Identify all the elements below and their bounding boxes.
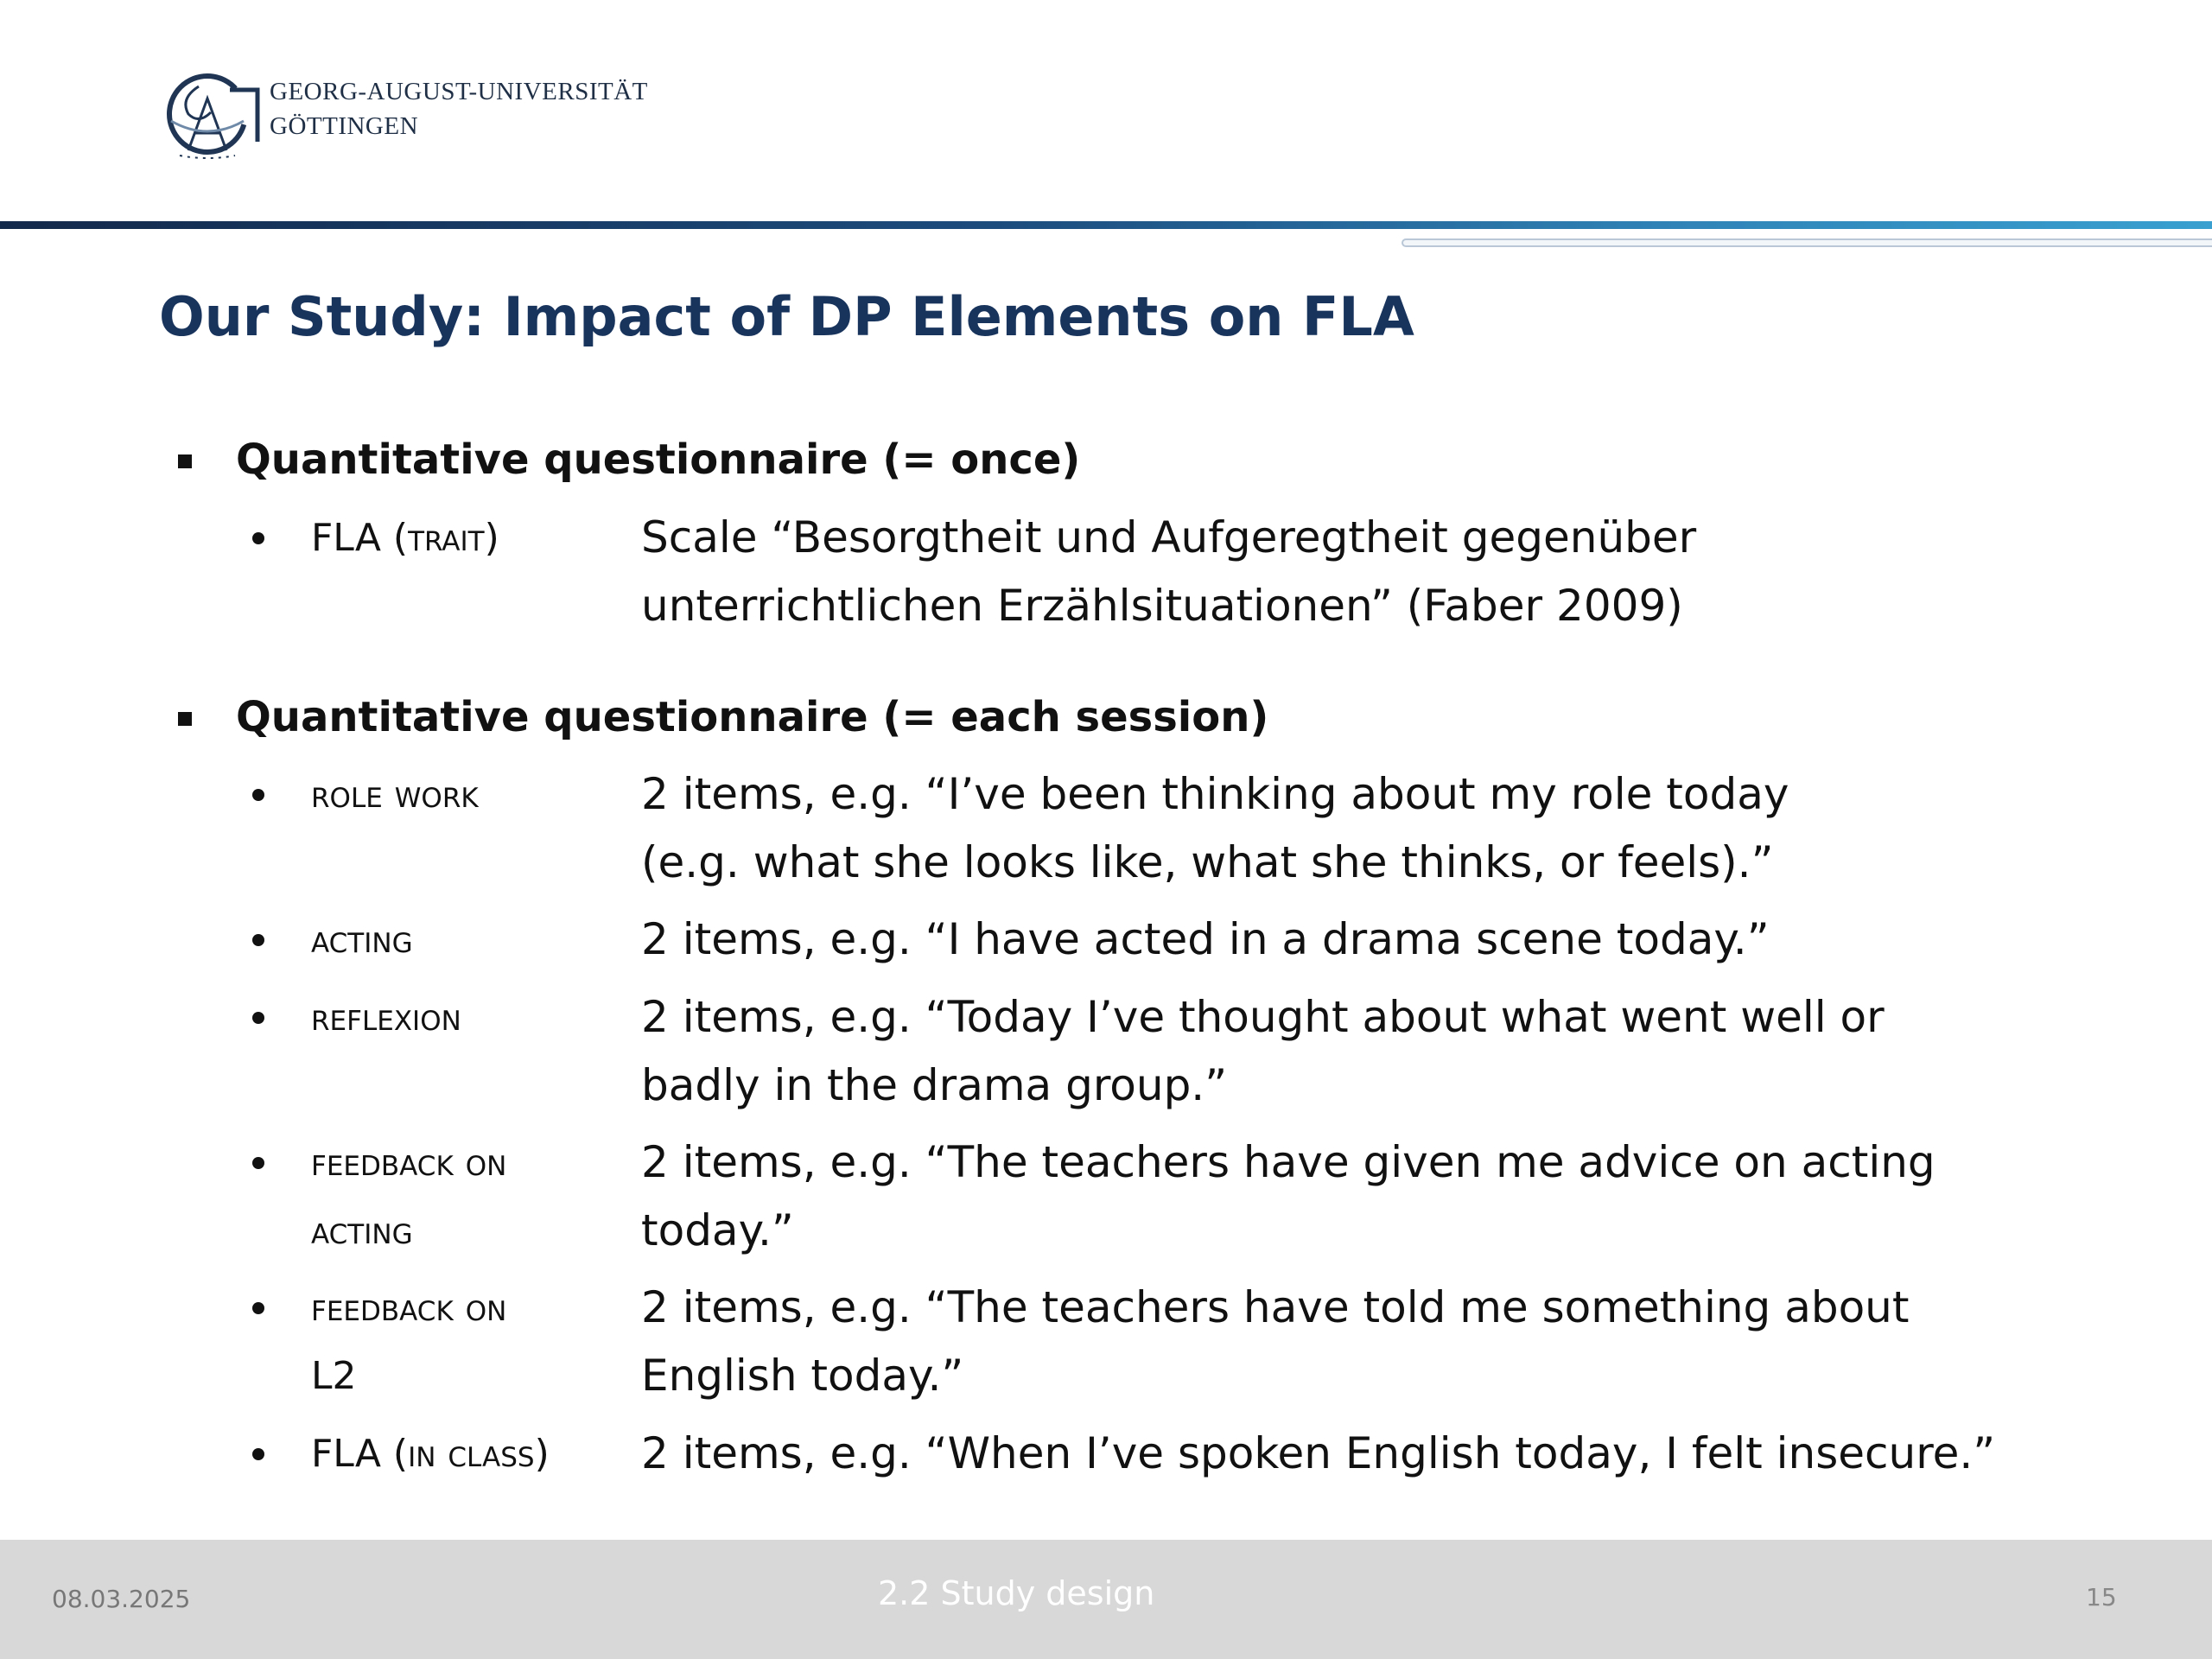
- item-label: FLA (trait): [311, 516, 499, 560]
- bullet-icon: [252, 789, 264, 801]
- footer-date: 08.03.2025: [52, 1585, 191, 1613]
- bullet-icon: [252, 1448, 264, 1460]
- section-heading-text: Quantitative questionnaire (= once): [236, 435, 1081, 484]
- footer-page-number: 15: [2086, 1583, 2117, 1611]
- slide-title: Our Study: Impact of DP Elements on FLA: [159, 285, 1414, 348]
- item-label: feedback on acting: [311, 1141, 507, 1253]
- section-heading: [180, 691, 1268, 743]
- item-label: reflexion: [311, 995, 461, 1039]
- footer-section-title: 2.2 Study design: [878, 1574, 1155, 1612]
- header-divider: [0, 221, 2212, 229]
- item-text: 2 items, e.g. “The teachers have told me something about English today.”: [641, 1282, 1910, 1401]
- item-text: 2 items, e.g. “I have acted in a drama scene today.”: [641, 914, 1770, 964]
- item-text: 2 items, e.g. “When I’ve spoken English today, I felt insecure.”: [641, 1428, 1996, 1478]
- item-text: Scale “Besorgtheit und Aufgeregtheit gegenüber unterrichtlichen Erzählsituationen” (Faber 2009): [641, 512, 1697, 631]
- bullet-icon: [252, 934, 264, 946]
- item-text: 2 items, e.g. “Today I’ve thought about what went well or badly in the drama group.”: [641, 992, 1885, 1110]
- item-text: 2 items, e.g. “The teachers have given me advice on acting today.”: [641, 1137, 1936, 1255]
- section-heading: [180, 434, 1080, 486]
- item-label: role work: [311, 772, 479, 817]
- bullet-icon: [252, 532, 264, 544]
- university-name-line2: GÖTTINGEN: [270, 112, 419, 140]
- bullet-icon: [252, 1012, 264, 1024]
- bullet-icon: [252, 1157, 264, 1169]
- university-name: [270, 74, 648, 143]
- header-divider-accent: [1402, 238, 2212, 247]
- item-label: FLA (in class): [311, 1432, 550, 1476]
- item-label: feedback on L2: [311, 1286, 507, 1398]
- university-logo-icon: [154, 64, 266, 164]
- bullet-icon: [252, 1302, 264, 1314]
- university-name-line1: GEORG-AUGUST-UNIVERSITÄT: [270, 78, 648, 105]
- item-text: 2 items, e.g. “I’ve been thinking about my role today (e.g. what she looks like, what she thinks, or feels).”: [641, 769, 1789, 887]
- slide-footer: [0, 1540, 2212, 1659]
- section-heading-text: Quantitative questionnaire (= each session): [236, 693, 1269, 741]
- item-label: acting: [311, 918, 413, 962]
